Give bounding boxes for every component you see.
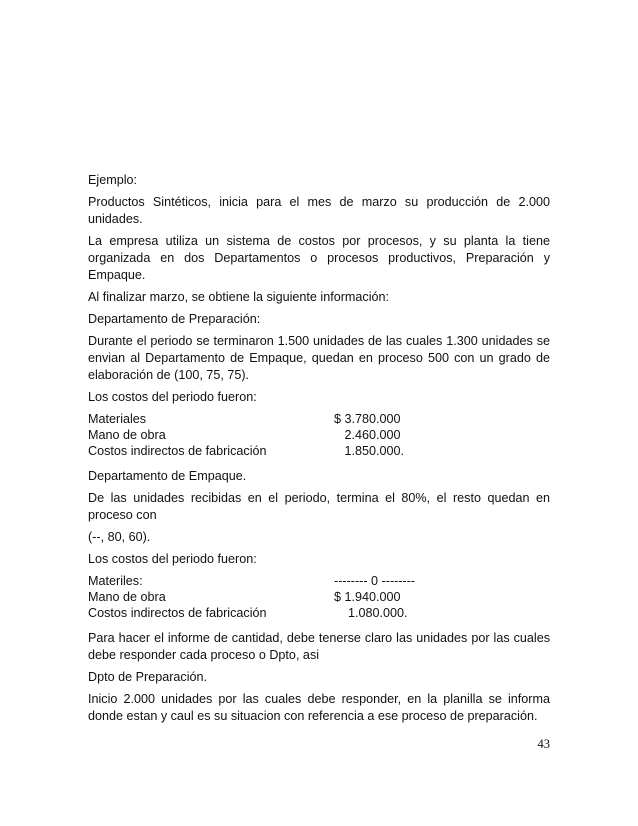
cost-row bbox=[88, 443, 550, 459]
dept2-paragraph: De las unidades recibidas en el periodo, termina el 80%, el resto quedan en proceso con bbox=[88, 491, 550, 522]
cost-label: Costos indirectos de fabricación bbox=[88, 606, 267, 620]
cost-label: Materiles: bbox=[88, 574, 143, 588]
dpto-title: Dpto de Preparación. bbox=[88, 670, 208, 684]
cost-value: 1.080.000. bbox=[334, 606, 408, 620]
cost-label: Materiales bbox=[88, 412, 147, 426]
dept1-paragraph: Durante el periodo se terminaron 1.500 unidades de las cuales 1.300 unidades se envian al Departamento de Empaque, quedan en proceso 500 con un grado de elaboración de (100, 75, 75). bbox=[88, 334, 550, 382]
cost-label: Costos indirectos de fabricación bbox=[88, 444, 267, 458]
example-heading: Ejemplo: bbox=[88, 173, 137, 187]
cost-value: 2.460.000 bbox=[334, 428, 401, 442]
cost-row bbox=[88, 605, 550, 621]
page-content bbox=[88, 172, 550, 730]
dept2-grade: (--, 80, 60). bbox=[88, 530, 151, 544]
cost-value: 1.850.000. bbox=[334, 444, 405, 458]
dept1-cost-table bbox=[88, 411, 550, 459]
dept1-title: Departamento de Preparación: bbox=[88, 312, 261, 326]
cost-value: $ 3.780.000 bbox=[334, 412, 401, 426]
cost-value: -------- 0 -------- bbox=[334, 574, 416, 588]
cost-row bbox=[88, 411, 550, 427]
intro-paragraph: Productos Sintéticos, inicia para el mes de marzo su producción de 2.000 unidades. bbox=[88, 195, 550, 226]
cost-row bbox=[88, 589, 550, 605]
cost-value: $ 1.940.000 bbox=[334, 590, 401, 604]
cost-row bbox=[88, 573, 550, 589]
dept1-costs-title: Los costos del periodo fueron: bbox=[88, 390, 257, 404]
dept2-cost-table bbox=[88, 573, 550, 621]
cost-row bbox=[88, 427, 550, 443]
cost-label: Mano de obra bbox=[88, 428, 166, 442]
report-paragraph: Para hacer el informe de cantidad, debe tenerse claro las unidades por las cuales debe responder cada proceso o Dpto, asi bbox=[88, 631, 550, 662]
final-paragraph: Inicio 2.000 unidades por las cuales debe responder, en la planilla se informa donde estan y caul es su situacion con referencia a ese proceso de preparación. bbox=[88, 692, 550, 723]
system-paragraph: La empresa utiliza un sistema de costos por procesos, y su planta la tiene organizada en dos Departamentos o procesos productivos, Preparación y Empaque. bbox=[88, 234, 550, 282]
cost-label: Mano de obra bbox=[88, 590, 166, 604]
dept2-costs-title: Los costos del periodo fueron: bbox=[88, 552, 257, 566]
page-number: 43 bbox=[537, 737, 550, 751]
dept2-title: Departamento de Empaque. bbox=[88, 469, 247, 483]
info-intro-paragraph: Al finalizar marzo, se obtiene la siguiente información: bbox=[88, 290, 390, 304]
